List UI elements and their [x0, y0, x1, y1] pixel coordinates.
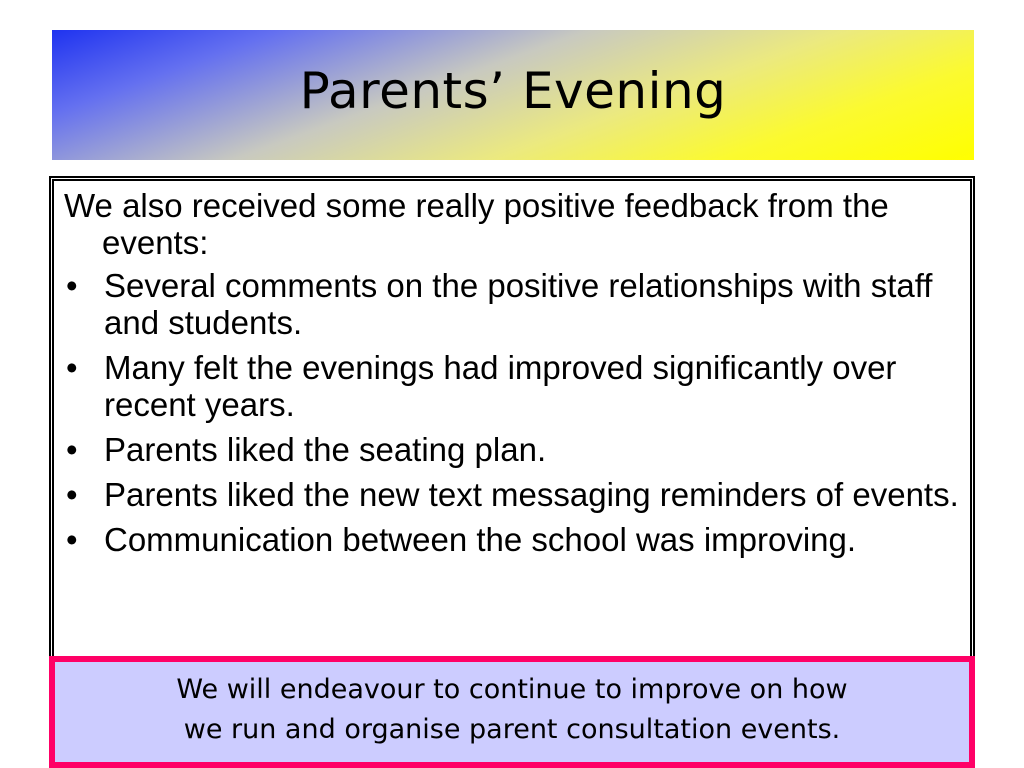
bullet-text: Parents liked the new text messaging reminders of events.	[104, 476, 959, 513]
callout-line-1: We will endeavour to continue to improve on how	[176, 674, 848, 705]
list-item	[64, 349, 960, 423]
bullet-text: Parents liked the seating plan.	[104, 431, 547, 468]
slide-title: Parents’ Evening	[299, 62, 727, 120]
bullet-icon: •	[66, 431, 78, 468]
intro-text: We also received some really positive feedback from the events:	[64, 187, 889, 261]
list-item	[64, 267, 960, 341]
callout-line-2: we run and organise parent consultation events.	[183, 714, 841, 745]
callout-box	[49, 656, 975, 768]
bullet-text: Many felt the evenings had improved significantly over recent years.	[104, 349, 897, 423]
bullet-text: Communication between the school was improving.	[104, 521, 857, 558]
bullet-icon: •	[66, 267, 78, 304]
list-item	[64, 476, 960, 513]
bullet-icon: •	[66, 349, 78, 386]
feedback-bullet-list	[64, 267, 960, 558]
bullet-text: Several comments on the positive relationships with staff and students.	[104, 267, 933, 341]
title-banner	[52, 30, 974, 160]
bullet-icon: •	[66, 476, 78, 513]
list-item	[64, 431, 960, 468]
feedback-content-box	[49, 176, 975, 676]
bullet-icon: •	[66, 521, 78, 558]
list-item	[64, 521, 960, 558]
